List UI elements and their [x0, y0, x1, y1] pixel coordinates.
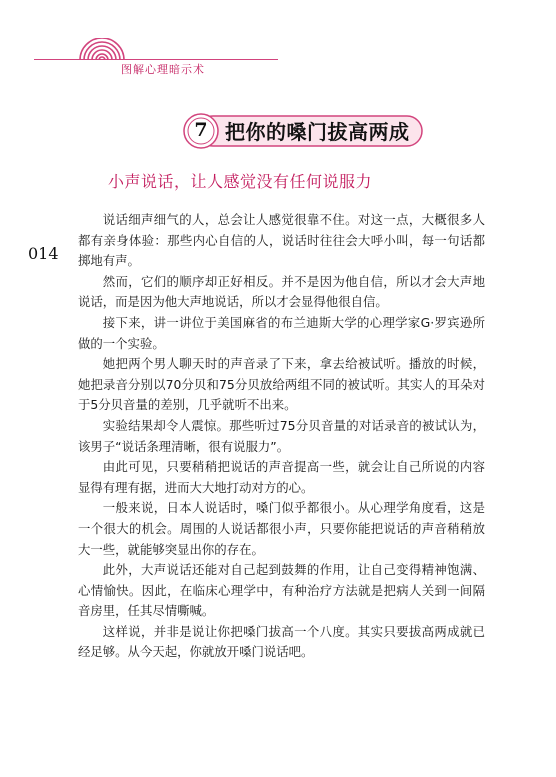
- paragraph: 接下来，讲一讲位于美国麻省的布兰迪斯大学的心理学家G·罗宾逊所做的一个实验。: [78, 314, 485, 351]
- paragraph: 实验结果却令人震惊。那些听过75分贝音量的对话录音的被试认为，该男子“说话条理清晰，很有说服力”。: [78, 417, 485, 454]
- paragraph: 说话细声细气的人，总会让人感觉很靠不住。对这一点，大概很多人都有亲身体验：那些内心自信的人，说话时往往会大呼小叫，每一句话都掷地有声。: [78, 212, 485, 269]
- header-rule: [34, 59, 278, 60]
- section-banner: [178, 111, 428, 151]
- book-title: 图解心理暗示术: [121, 63, 205, 76]
- paragraph: 她把两个男人聊天时的声音录了下来，拿去给被试听。播放的时候，她把录音分别以70分贝和75分贝放给两组不同的被试听。其实人的耳朵对于5分贝音量的差别，几乎就听不出来。: [78, 356, 485, 413]
- section-title: 把你的嗓门拔高两成: [225, 120, 410, 144]
- section-subtitle: 小声说话，让人感觉没有任何说服力: [108, 172, 373, 191]
- paragraph: 这样说，并非是说让你把嗓门拔高一个八度。其实只要拔高两成就已经足够。从今天起，你就放开嗓门说话吧。: [78, 623, 485, 660]
- paragraph: 此外，大声说话还能对自己起到鼓舞的作用，让自己变得精神饱满、心情愉快。因此，在临床心理学中，有种治疗方法就是把病人关到一间隔音房里，任其尽情嘶喊。: [78, 562, 485, 619]
- paragraph: 由此可见，只要稍稍把说话的声音提高一些，就会让自己所说的内容显得有理有据，进而大大地打动对方的心。: [78, 459, 485, 495]
- body-text: [78, 210, 485, 663]
- page-number: 014: [28, 244, 59, 263]
- section-number: 7: [194, 119, 208, 141]
- paragraph: 一般来说，日本人说话时，嗓门似乎都很小。从心理学角度看，这是一个很大的机会。周围的人说话都很小声，只要你能把说话的声音稍稍放大一些，就能够突显出你的存在。: [78, 500, 485, 557]
- paragraph: 然而，它们的顺序却正好相反。并不是因为他自信，所以才会大声地说话，而是因为他大声地说话，所以才会显得他很自信。: [78, 273, 485, 310]
